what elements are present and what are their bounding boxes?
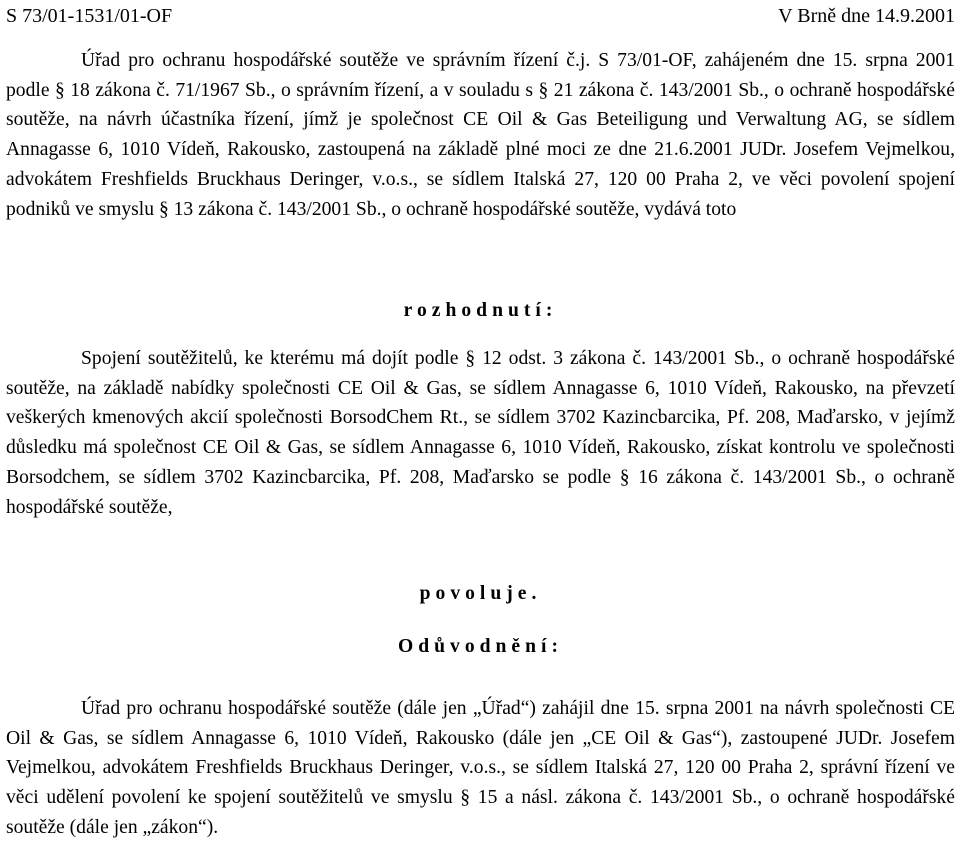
decision-heading: rozhodnutí: bbox=[403, 300, 558, 321]
reasoning-heading: Odůvodnění: bbox=[398, 636, 563, 657]
permits-heading: povoluje. bbox=[419, 583, 542, 604]
file-number: S 73/01-1531/01-OF bbox=[6, 5, 173, 27]
document-header bbox=[6, 3, 955, 29]
reasoning-paragraph: Úřad pro ochranu hospodářské soutěže (dále jen „Úřad“) zahájil dne 15. srpna 2001 na návrh společnosti CE Oil & Gas, se sídlem Annagasse 6, 1010 Vídeň, Rakousko (dále jen „CE Oil & Gas“), zastoupené JUDr. Josefem Vejmelkou, advokátem Freshfields Bruckhaus Deringer, v.o.s., se sídlem Italská 27, 120 00 Praha 2, správní řízení ve věci udělení povolení ke spojení soutěžitelů ve smyslu § 15 a násl. zákona č. 143/2001 Sb., o ochraně hospodářské soutěže (dále jen „zákon“). bbox=[6, 698, 955, 838]
place-date: V Brně dne 14.9.2001 bbox=[778, 5, 955, 27]
decision-paragraph: Spojení soutěžitelů, ke kterému má dojít podle § 12 odst. 3 zákona č. 143/2001 Sb., o ochraně hospodářské soutěže, na základě nabídky společnosti CE Oil & Gas, se sídlem Annagasse 6, 1010 Vídeň, Rakousko, na převzetí veškerých kmenových akcií společnosti BorsodChem Rt., se sídlem 3702 Kazincbarcika, Pf. 208, Maďarsko, v jejímž důsledku má společnost CE Oil & Gas, se sídlem Annagasse 6, 1010 Vídeň, Rakousko, získat kontrolu ve společnosti Borsodchem, se sídlem 3702 Kazincbarcika, Pf. 208, Maďarsko se podle § 16 zákona č. 143/2001 Sb., o ochraně hospodářské soutěže, bbox=[6, 348, 955, 518]
intro-paragraph: Úřad pro ochranu hospodářské soutěže ve správním řízení č.j. S 73/01-OF, zahájeném dne 15. srpna 2001 podle § 18 zákona č. 71/1967 Sb., o správním řízení, a v souladu s § 21 zákona č. 143/2001 Sb., o ochraně hospodářské soutěže, na návrh účastníka řízení, jímž je společnost CE Oil & Gas Beteiligung und Verwaltung AG, se sídlem Annagasse 6, 1010 Vídeň, Rakousko, zastoupená na základě plné moci ze dne 21.6.2001 JUDr. Josefem Vejmelkou, advokátem Freshfields Bruckhaus Deringer, v.o.s., se sídlem Italská 27, 120 00 Praha 2, ve věci povolení spojení podniků ve smyslu § 13 zákona č. 143/2001 Sb., o ochraně hospodářské soutěže, vydává toto bbox=[6, 50, 955, 220]
